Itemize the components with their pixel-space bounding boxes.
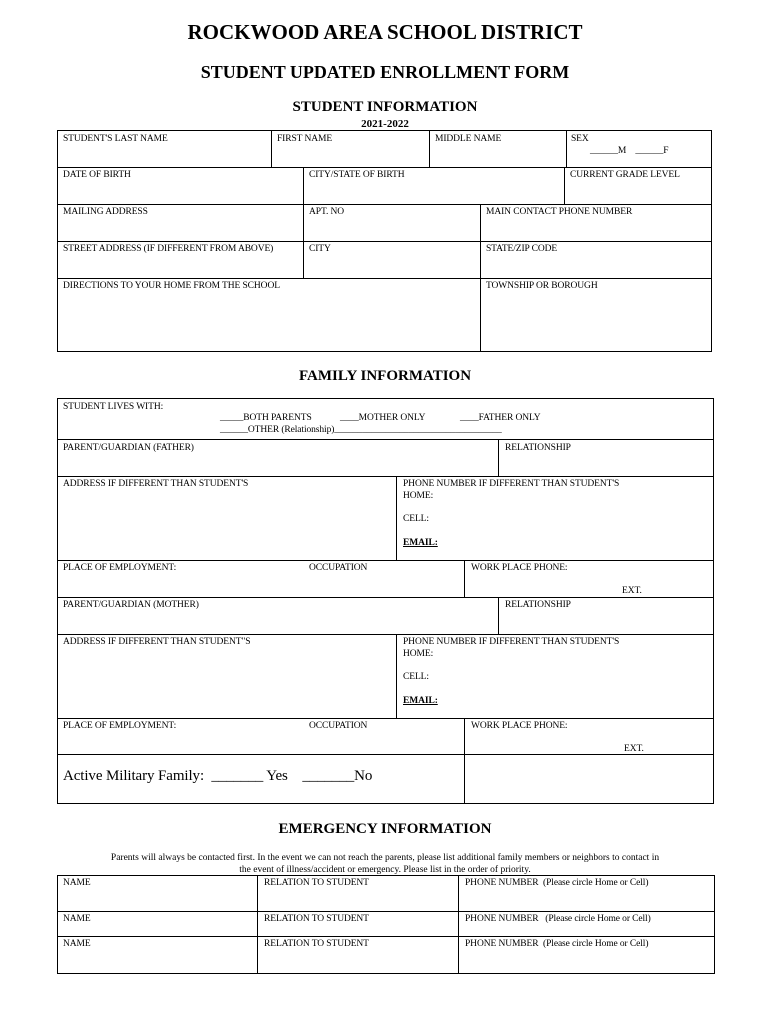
mother-home-field[interactable]: HOME: <box>403 649 434 659</box>
mother-email-field[interactable]: EMAIL: <box>403 696 438 706</box>
father-work-phone-field[interactable]: WORK PLACE PHONE: <box>471 563 568 573</box>
mother-address-field[interactable]: ADDRESS IF DIFFERENT THAN STUDENT"S <box>63 637 251 647</box>
birth-city-field[interactable]: CITY/STATE OF BIRTH <box>309 170 405 180</box>
family-section-title: FAMILY INFORMATION <box>298 368 472 384</box>
mother-relationship-field[interactable]: RELATIONSHIP <box>505 600 571 610</box>
mother-ext-field[interactable]: EXT. <box>624 744 644 754</box>
emergency-relation-2[interactable]: RELATION TO STUDENT <box>264 914 369 924</box>
school-year: 2021-2022 <box>361 118 409 130</box>
city-field[interactable]: CITY <box>309 244 331 254</box>
mother-employment-field[interactable]: PLACE OF EMPLOYMENT: <box>63 721 177 731</box>
emergency-name-1[interactable]: NAME <box>63 878 91 888</box>
dob-field[interactable]: DATE OF BIRTH <box>63 170 131 180</box>
emergency-relation-3[interactable]: RELATION TO STUDENT <box>264 939 369 949</box>
mother-occupation-field[interactable]: OCCUPATION <box>309 721 368 731</box>
sex-field[interactable]: SEX <box>571 134 589 144</box>
state-zip-field[interactable]: STATE/ZIP CODE <box>486 244 558 254</box>
father-cell-field[interactable]: CELL: <box>403 514 429 524</box>
street-address-field[interactable]: STREET ADDRESS (IF DIFFERENT FROM ABOVE) <box>63 244 274 254</box>
father-employment-field[interactable]: PLACE OF EMPLOYMENT: <box>63 563 177 573</box>
military-family-field[interactable]: Active Military Family: _______ Yes _______No <box>63 768 373 784</box>
father-occupation-field[interactable]: OCCUPATION <box>309 563 368 573</box>
emergency-name-3[interactable]: NAME <box>63 939 91 949</box>
mother-only-option[interactable]: ____MOTHER ONLY <box>340 413 426 423</box>
emergency-note-line2: the event of illness/accident or emergency. Please list in the order of priority. <box>239 865 531 875</box>
father-phone-label: PHONE NUMBER IF DIFFERENT THAN STUDENT'S <box>403 479 620 489</box>
father-home-field[interactable]: HOME: <box>403 491 434 501</box>
emergency-note-line1: Parents will always be contacted first. In the event we can not reach the parents, please list additional family members or neighbors to contact in <box>110 853 660 863</box>
father-only-option[interactable]: ____FATHER ONLY <box>460 413 541 423</box>
father-address-field[interactable]: ADDRESS IF DIFFERENT THAN STUDENT'S <box>63 479 249 489</box>
district-title: ROCKWOOD AREA SCHOOL DISTRICT <box>187 20 583 44</box>
mother-cell-field[interactable]: CELL: <box>403 672 429 682</box>
other-relationship-option[interactable]: ______OTHER (Relationship)____________________________________ <box>220 425 502 435</box>
emergency-phone-3[interactable]: PHONE NUMBER (Please circle Home or Cell) <box>465 939 649 949</box>
sex-options[interactable]: ______M ______F <box>590 146 669 156</box>
mailing-address-field[interactable]: MAILING ADDRESS <box>63 207 148 217</box>
mother-phone-label: PHONE NUMBER IF DIFFERENT THAN STUDENT'S <box>403 637 620 647</box>
emergency-relation-1[interactable]: RELATION TO STUDENT <box>264 878 369 888</box>
father-relationship-field[interactable]: RELATIONSHIP <box>505 443 571 453</box>
emergency-phone-2[interactable]: PHONE NUMBER (Please circle Home or Cell) <box>465 914 651 924</box>
father-ext-field[interactable]: EXT. <box>622 586 642 596</box>
form-title: STUDENT UPDATED ENROLLMENT FORM <box>200 62 570 82</box>
township-field[interactable]: TOWNSHIP OR BOROUGH <box>486 281 598 291</box>
emergency-phone-1[interactable]: PHONE NUMBER (Please circle Home or Cell) <box>465 878 649 888</box>
last-name-field[interactable]: STUDENT'S LAST NAME <box>63 134 168 144</box>
directions-field[interactable]: DIRECTIONS TO YOUR HOME FROM THE SCHOOL <box>63 281 280 291</box>
emergency-table <box>57 875 715 974</box>
grade-level-field[interactable]: CURRENT GRADE LEVEL <box>570 170 680 180</box>
mother-guardian-field[interactable]: PARENT/GUARDIAN (MOTHER) <box>63 600 199 610</box>
emergency-name-2[interactable]: NAME <box>63 914 91 924</box>
student-section-title: STUDENT INFORMATION <box>292 99 478 115</box>
apt-no-field[interactable]: APT. NO <box>309 207 345 217</box>
first-name-field[interactable]: FIRST NAME <box>277 134 333 144</box>
middle-name-field[interactable]: MIDDLE NAME <box>435 134 502 144</box>
mother-work-phone-field[interactable]: WORK PLACE PHONE: <box>471 721 568 731</box>
emergency-section-title: EMERGENCY INFORMATION <box>278 821 492 837</box>
father-guardian-field[interactable]: PARENT/GUARDIAN (FATHER) <box>63 443 194 453</box>
father-email-field[interactable]: EMAIL: <box>403 538 438 548</box>
main-phone-field[interactable]: MAIN CONTACT PHONE NUMBER <box>486 207 633 217</box>
lives-with-label: STUDENT LIVES WITH: <box>63 402 164 412</box>
both-parents-option[interactable]: _____BOTH PARENTS <box>220 413 312 423</box>
